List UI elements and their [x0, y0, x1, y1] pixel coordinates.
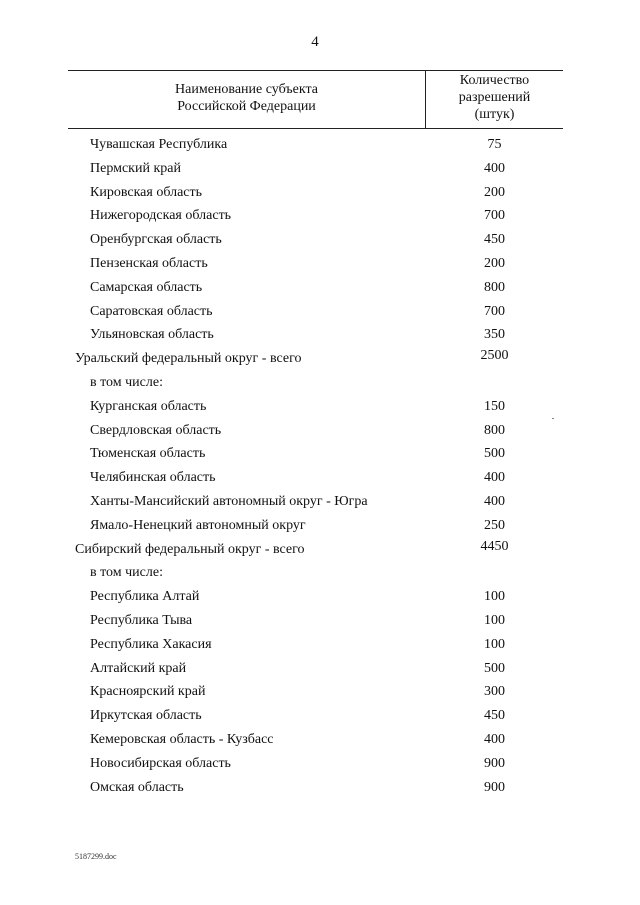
row-subject-name: в том числе: [90, 565, 163, 581]
row-permit-count: 900 [484, 755, 505, 771]
table-row [0, 752, 640, 776]
row-permit-count: 400 [484, 493, 505, 509]
table-row [0, 228, 640, 252]
row-subject-name: Пермский край [90, 160, 181, 176]
table-body [0, 133, 640, 799]
row-permit-count: 2500 [480, 348, 509, 364]
row-subject-name: Республика Хакасия [90, 636, 212, 652]
row-permit-count: 4450 [480, 538, 509, 554]
row-subject-name: Новосибирская область [90, 755, 231, 771]
table-row [0, 442, 640, 466]
row-permit-count: 200 [484, 184, 505, 200]
row-subject-name: Кировская область [90, 184, 203, 200]
scan-speck [552, 418, 554, 419]
row-subject-name: Ульяновская область [90, 327, 214, 343]
row-permit-count: 900 [484, 779, 505, 795]
row-subject-name: Ямало-Ненецкий автономный округ [90, 517, 306, 533]
row-permit-count: 150 [484, 398, 505, 414]
row-subject-name: Ханты-Мансийский автономный округ - Югра [90, 493, 368, 509]
row-subject-name: Республика Тыва [90, 612, 193, 628]
district-total-row [0, 538, 640, 562]
table-row [0, 490, 640, 514]
row-permit-count: 75 [487, 137, 502, 152]
row-subject-name: Кемеровская область - Кузбасс [90, 731, 274, 747]
header-name-line1: Наименование субъекта [175, 82, 318, 97]
table-row [0, 561, 640, 585]
row-subject-name: Омская область [90, 779, 184, 795]
row-permit-count: 800 [484, 422, 505, 438]
row-subject-name: Нижегородская область [90, 208, 232, 224]
row-subject-name: Иркутская область [90, 708, 202, 724]
table-row [0, 395, 640, 419]
table-row [0, 204, 640, 228]
row-permit-count: 700 [484, 303, 505, 319]
row-subject-name: Республика Алтай [90, 589, 200, 605]
row-permit-count: 200 [484, 255, 505, 271]
header-count-line2: разрешений [458, 90, 531, 105]
table-row [0, 300, 640, 324]
table-row [0, 252, 640, 276]
table-row [0, 181, 640, 205]
page-number: 4 [311, 34, 319, 50]
table-header-count [426, 72, 563, 123]
file-name-footer: 5187299.doc [75, 852, 117, 861]
row-subject-name: Алтайский край [90, 660, 187, 676]
table-row [0, 728, 640, 752]
table-header-bottom-rule [68, 128, 563, 129]
row-subject-name: Красноярский край [90, 684, 206, 700]
table-row [0, 704, 640, 728]
table-row [0, 585, 640, 609]
table-row [0, 276, 640, 300]
row-permit-count: 100 [484, 636, 505, 652]
row-subject-name: Оренбургская область [90, 232, 222, 248]
row-subject-name: Уральский федеральный округ - всего [75, 351, 302, 367]
row-permit-count: 350 [484, 327, 505, 343]
table-header-name [68, 81, 425, 115]
row-subject-name: Саратовская область [90, 303, 213, 319]
row-permit-count: 400 [484, 160, 505, 176]
row-permit-count: 100 [484, 589, 505, 605]
table-row [0, 680, 640, 704]
row-subject-name: Тюменская область [90, 446, 206, 462]
table-row [0, 157, 640, 181]
row-permit-count: 400 [484, 470, 505, 486]
row-permit-count: 100 [484, 612, 505, 628]
header-count-line3: (штук) [474, 107, 515, 122]
district-total-row [0, 347, 640, 371]
table-row [0, 371, 640, 395]
table-row [0, 466, 640, 490]
row-permit-count: 700 [484, 208, 505, 224]
table-top-rule [68, 70, 563, 71]
table-row [0, 609, 640, 633]
row-permit-count: 500 [484, 660, 505, 676]
row-subject-name: Чувашская Республика [90, 137, 228, 152]
row-permit-count: 250 [484, 517, 505, 533]
row-permit-count: 500 [484, 446, 505, 462]
table-row [0, 657, 640, 681]
row-permit-count: 300 [484, 684, 505, 700]
row-subject-name: Челябинская область [90, 470, 216, 486]
table-row [0, 133, 640, 157]
row-subject-name: Самарская область [90, 279, 203, 295]
table-row [0, 633, 640, 657]
row-subject-name: в том числе: [90, 374, 163, 390]
row-subject-name: Свердловская область [90, 422, 222, 438]
header-count-line1: Количество [459, 73, 530, 88]
row-permit-count: 800 [484, 279, 505, 295]
row-subject-name: Сибирский федеральный округ - всего [75, 541, 305, 557]
row-permit-count: 450 [484, 708, 505, 724]
header-name-line2: Российской Федерации [177, 99, 316, 114]
table-row [0, 419, 640, 443]
table-row [0, 776, 640, 800]
row-permit-count: 450 [484, 232, 505, 248]
row-subject-name: Курганская область [90, 398, 207, 414]
row-permit-count: 400 [484, 731, 505, 747]
row-subject-name: Пензенская область [90, 255, 208, 271]
